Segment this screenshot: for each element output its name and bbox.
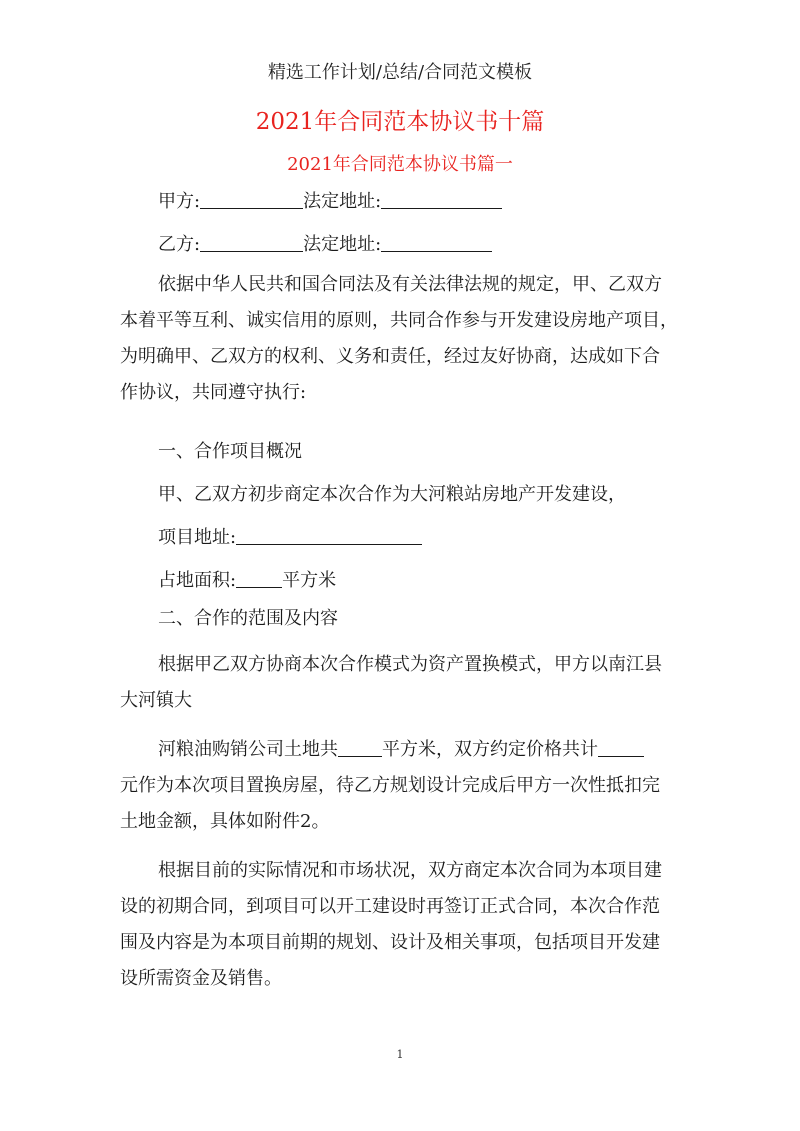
land-area-line: [120, 563, 685, 599]
section-2-paragraph-2: [120, 732, 685, 840]
project-address-line: [120, 520, 685, 556]
price-blank: [598, 738, 644, 757]
paragraph-line: 设的初期合同，到项目可以开工建设时再签订正式合同，本次合作范: [120, 896, 660, 917]
party-b-address-label: 法定地址:: [303, 234, 382, 255]
section-subtitle: 2021年合同范本协议书篇一: [287, 154, 513, 175]
section-2-paragraph-1: [120, 647, 685, 719]
land-area-label: 占地面积:: [158, 570, 237, 591]
parties-block: [120, 184, 685, 263]
intro-line: 为明确甲、乙双方的权利、义务和责任，经过友好协商，达成如下合: [120, 346, 660, 367]
party-b-line: [120, 227, 685, 263]
party-a-address-label: 法定地址:: [303, 191, 382, 212]
project-address-label: 项目地址:: [158, 527, 237, 548]
intro-paragraph: [120, 267, 685, 411]
paragraph-line: [120, 732, 685, 768]
land-total-blank: [338, 738, 382, 757]
document-title: 2021年合同范本协议书十篇: [255, 109, 545, 135]
paragraph-line: 设所需资金及销售。: [120, 968, 282, 989]
paragraph-line: 根据甲乙双方协商本次合作模式为资产置换模式，甲方以南江县: [158, 654, 662, 675]
party-a-blank: [200, 190, 303, 209]
section-2-heading: 二、合作的范围及内容: [158, 608, 338, 629]
land-area-blank: [236, 569, 282, 588]
party-b-label: 乙方:: [158, 234, 201, 255]
party-b-blank: [200, 233, 303, 252]
paragraph-line: 土地金额，具体如附件2。: [120, 811, 330, 832]
party-a-label: 甲方:: [158, 191, 201, 212]
paragraph-line: 元作为本次项目置换房屋，待乙方规划设计完成后甲方一次性抵扣完: [120, 775, 660, 796]
section-2: [120, 601, 685, 637]
page-header: 精选工作计划/总结/合同范文模板: [267, 62, 533, 83]
party-a-line: [120, 184, 685, 220]
paragraph-line: 围及内容是为本项目前期的规划、设计及相关事项，包括项目开发建: [120, 932, 660, 953]
price-text: 平方米，双方约定价格共计: [382, 739, 598, 760]
land-area-unit: 平方米: [282, 570, 337, 591]
section-1-heading: 一、合作项目概况: [158, 441, 302, 462]
section-2-paragraph-3: [120, 853, 685, 997]
section-1-line: 甲、乙双方初步商定本次合作为大河粮站房地产开发建设，: [158, 484, 626, 505]
party-b-address-blank: [381, 233, 492, 252]
intro-line: 作协议，共同遵守执行:: [120, 382, 307, 403]
intro-line: 本着平等互利、诚实信用的原则，共同合作参与开发建设房地产项目，: [120, 310, 678, 331]
project-address-blank: [236, 526, 422, 545]
party-a-address-blank: [381, 190, 502, 209]
section-1: [120, 434, 685, 599]
intro-line: 依据中华人民共和国合同法及有关法律法规的规定，甲、乙双方: [158, 274, 662, 295]
page-number: 1: [396, 1048, 404, 1061]
paragraph-line: 根据目前的实际情况和市场状况，双方商定本次合同为本项目建: [158, 860, 662, 881]
land-total-text: 河粮油购销公司土地共: [158, 739, 338, 760]
paragraph-line: 大河镇大: [120, 690, 192, 711]
